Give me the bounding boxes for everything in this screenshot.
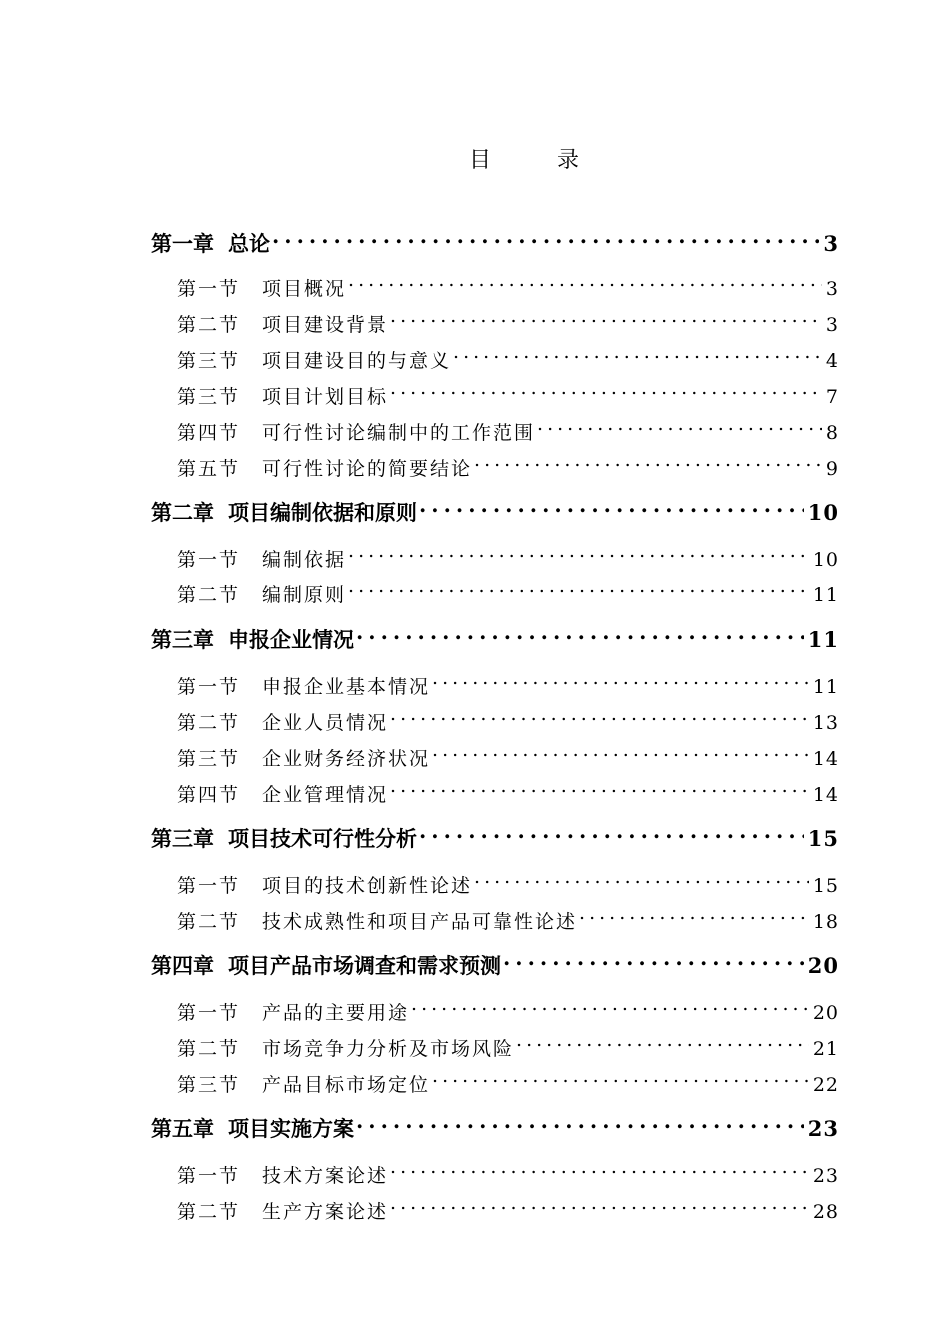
toc-entry-number: 第四节 [177,784,241,806]
toc-chapter-entry[interactable] [151,816,839,851]
toc-dot-leader [474,862,809,892]
toc-entry-number: 第四节 [177,422,241,444]
toc-dot-leader [348,536,809,566]
toc-page-number: 7 [825,386,839,408]
toc-section-entry[interactable] [177,445,839,480]
toc-entry-number: 第二节 [177,712,241,734]
toc-entry-title: 项目建设背景 [262,314,389,336]
toc-dot-leader [419,816,804,846]
toc-dot-leader [579,898,809,928]
toc-chapter-entry[interactable] [151,617,839,652]
toc-entry-title: 项目技术可行性分析 [228,826,417,851]
toc-dot-leader [348,571,809,601]
toc-entry-number: 第一节 [177,278,241,300]
toc-page-number: 14 [812,748,839,770]
toc-entry-number: 第三节 [177,386,241,408]
toc-entry-number: 第二节 [177,1201,241,1223]
toc-page-number: 20 [807,953,839,978]
toc-page-number: 20 [812,1002,839,1024]
toc-entry-title: 可行性讨论编制中的工作范围 [262,422,536,444]
toc-dot-leader [516,1025,809,1055]
toc-entry-title: 项目产品市场调查和需求预测 [228,953,501,978]
toc-page-number: 23 [812,1165,839,1187]
toc-entry-number: 第三节 [177,1074,241,1096]
toc-section-entry[interactable] [177,301,839,336]
toc-entry-number: 第一节 [177,549,241,571]
toc-section-entry[interactable] [177,373,839,408]
toc-entry-title: 项目实施方案 [228,1116,354,1141]
toc-dot-leader [390,1152,809,1182]
page-title: 目 录 [468,148,601,173]
toc-entry-number: 第一节 [177,1165,241,1187]
toc-page-number: 15 [812,875,839,897]
toc-dot-leader [474,445,822,475]
toc-entry-number: 第二节 [177,911,241,933]
toc-page-number: 3 [825,314,839,336]
toc-page-number: 3 [825,278,839,300]
toc-page-number: 8 [825,422,839,444]
toc-dot-leader [432,1061,809,1091]
toc-entry-number: 第二章 [151,500,214,525]
toc-entry-title: 申报企业基本情况 [262,676,431,698]
toc-entry-title: 项目编制依据和原则 [228,500,417,525]
toc-dot-leader [356,1106,804,1136]
toc-dot-leader [432,663,809,693]
toc-entry-title: 技术方案论述 [262,1165,389,1187]
toc-dot-leader [390,699,809,729]
toc-section-entry[interactable] [177,699,839,734]
toc-chapter-entry[interactable] [151,943,839,978]
toc-dot-leader [356,617,804,647]
toc-section-entry[interactable] [177,771,839,806]
toc-dot-leader [390,771,809,801]
toc-dot-leader [419,490,804,520]
toc-section-entry[interactable] [177,735,839,770]
toc-page-number: 10 [807,500,839,525]
toc-entry-number: 第一章 [151,231,214,256]
toc-entry-title: 市场竞争力分析及市场风险 [262,1038,515,1060]
toc-entry-title: 项目计划目标 [262,386,389,408]
toc-page-number: 3 [823,231,839,256]
toc-section-entry[interactable] [177,898,839,933]
toc-entry-number: 第五节 [177,458,241,480]
toc-entry-number: 第一节 [177,1002,241,1024]
toc-entry-title: 生产方案论述 [262,1201,389,1223]
toc-entry-title: 总论 [228,231,270,256]
toc-dot-leader [432,735,809,765]
toc-section-entry[interactable] [177,337,839,372]
toc-page-number: 22 [812,1074,839,1096]
toc-entry-title: 编制依据 [262,549,347,571]
toc-section-entry[interactable] [177,1152,839,1187]
toc-section-entry[interactable] [177,1025,839,1060]
toc-entry-number: 第五章 [151,1116,214,1141]
toc-page-number: 11 [812,676,839,698]
toc-dot-leader [411,989,809,1019]
toc-entry-title: 产品目标市场定位 [262,1074,431,1096]
toc-entry-title: 技术成熟性和项目产品可靠性论述 [262,911,578,933]
toc-section-entry[interactable] [177,1188,839,1223]
toc-page-number: 21 [812,1038,839,1060]
toc-section-entry[interactable] [177,536,839,571]
toc-section-entry[interactable] [177,409,839,444]
toc-dot-leader [390,1188,809,1218]
toc-entry-number: 第二节 [177,1038,241,1060]
toc-entry-title: 企业人员情况 [262,712,389,734]
toc-section-entry[interactable] [177,663,839,698]
toc-entry-title: 企业财务经济状况 [262,748,431,770]
toc-page-number: 28 [812,1201,839,1223]
toc-entry-title: 项目概况 [262,278,347,300]
toc-page-number: 23 [807,1116,839,1141]
toc-entry-number: 第三章 [151,627,214,652]
toc-page-number: 14 [812,784,839,806]
toc-entry-title: 企业管理情况 [262,784,389,806]
toc-entry-number: 第一节 [177,875,241,897]
toc-dot-leader [390,373,822,403]
toc-entry-number: 第三章 [151,826,214,851]
toc-entry-title: 编制原则 [262,584,347,606]
toc-entry-number: 第二节 [177,584,241,606]
toc-entry-title: 产品的主要用途 [262,1002,410,1024]
toc-page-number: 11 [812,584,839,606]
toc-dot-leader [453,337,822,367]
toc-entry-title: 项目的技术创新性论述 [262,875,473,897]
toc-section-entry[interactable] [177,571,839,606]
toc-entry-number: 第二节 [177,314,241,336]
toc-page-number: 10 [812,549,839,571]
toc-dot-leader [348,265,822,295]
toc-section-entry[interactable] [177,862,839,897]
toc-page-number: 4 [825,350,839,372]
toc-page-number: 18 [812,911,839,933]
toc-entry-number: 第一节 [177,676,241,698]
toc-dot-leader [272,221,819,251]
toc-dot-leader [390,301,822,331]
toc-page-number: 9 [825,458,839,480]
toc-section-entry[interactable] [177,265,839,300]
toc-page-number: 11 [807,627,839,652]
toc-entry-number: 第三节 [177,350,241,372]
toc-chapter-entry[interactable] [151,490,839,525]
toc-dot-leader [537,409,822,439]
toc-entry-number: 第四章 [151,953,214,978]
toc-section-entry[interactable] [177,989,839,1024]
toc-chapter-entry[interactable] [151,1106,839,1141]
toc-entry-title: 可行性讨论的简要结论 [262,458,473,480]
toc-page-number: 15 [807,826,839,851]
toc-section-entry[interactable] [177,1061,839,1096]
toc-dot-leader [503,943,804,973]
toc-entry-title: 申报企业情况 [228,627,354,652]
toc-entry-title: 项目建设目的与意义 [262,350,452,372]
toc-page-number: 13 [812,712,839,734]
toc-entry-number: 第三节 [177,748,241,770]
toc-chapter-entry[interactable] [151,221,839,256]
